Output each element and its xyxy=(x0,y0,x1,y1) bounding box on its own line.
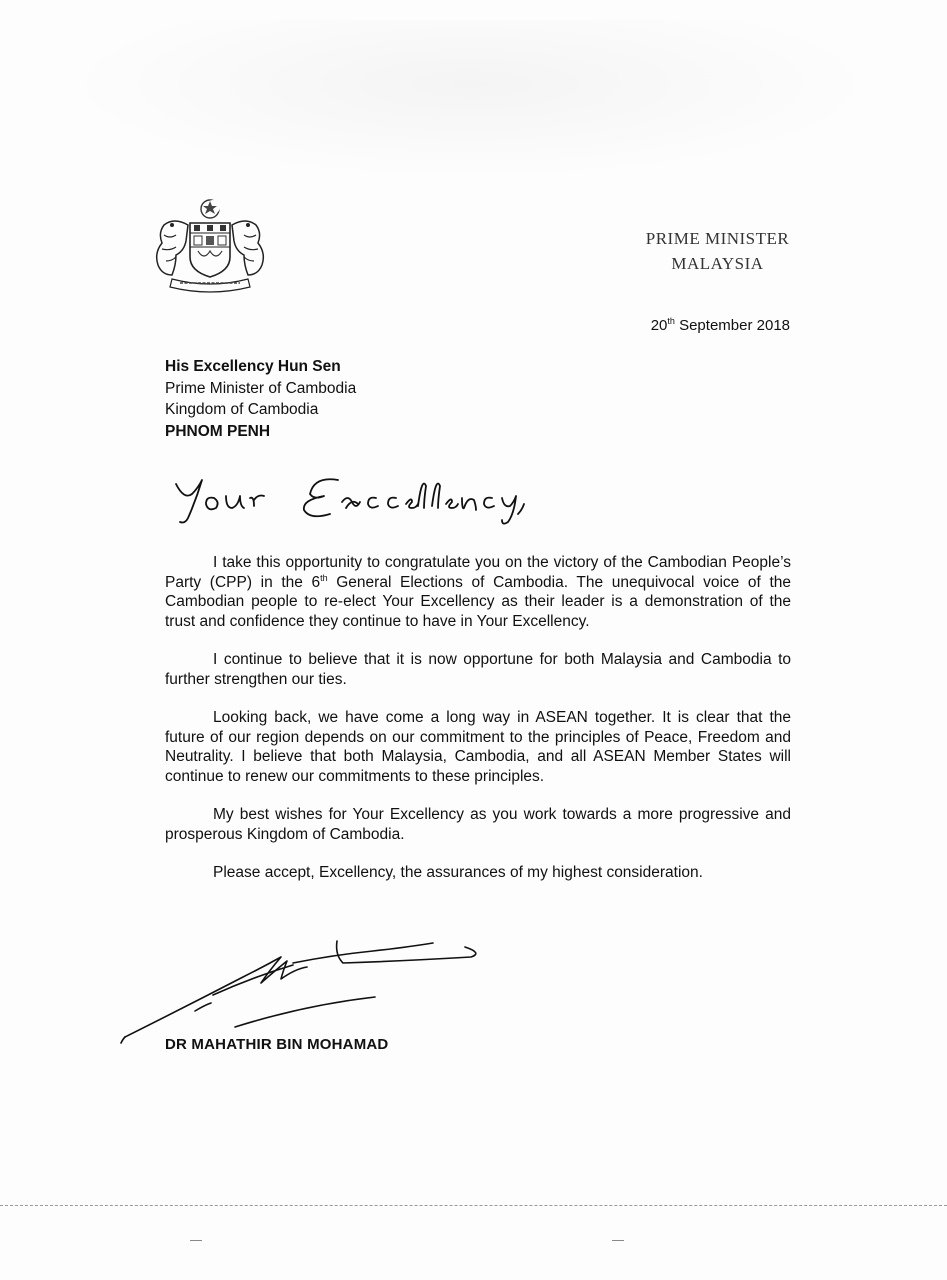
recipient-city: PHNOM PENH xyxy=(165,422,271,440)
body-paragraph-2: I continue to believe that it is now opportune for both Malaysia and Cambodia to further strengthen our ties. xyxy=(165,651,791,688)
recipient-title: Prime Minister of Cambodia xyxy=(165,379,357,397)
recipient-country: Kingdom of Cambodia xyxy=(165,401,319,418)
body-paragraph-5: Please accept, Excellency, the assurances of my highest consideration. xyxy=(213,864,703,881)
page-tick-left xyxy=(190,1240,202,1241)
body-p1-text-a: I take this opportunity to congratulate you on the victory of the Cambodian People’s Party (CPP) in the 6 xyxy=(165,554,791,591)
body-paragraph-4: My best wishes for Your Excellency as you work towards a more progressive and prosperous Kingdom of Cambodia. xyxy=(165,806,791,843)
body-p1-text-b: General Elections of Cambodia. The unequivocal voice of the Cambodian people to re-elect Your Excellency as their leader is a demonstration of the trust and confidence they continue to have in Your Excellency. xyxy=(165,573,791,630)
handwritten-salutation xyxy=(170,462,590,532)
date-day: 20 xyxy=(650,317,668,334)
body-paragraph-3: Looking back, we have come a long way in ASEAN together. It is clear that the future of our region depends on our commitment to the principles of Peace, Freedom and Neutrality. I believe that both Malaysia, Cambodia, and all ASEAN Member States will continue to renew our commitments to these principles. xyxy=(165,709,791,785)
signatory-name: DR MAHATHIR BIN MOHAMAD xyxy=(165,1036,389,1053)
date-rest: September 2018 xyxy=(674,317,790,334)
coat-of-arms-icon xyxy=(150,195,270,295)
recipient-name: His Excellency Hun Sen xyxy=(165,358,341,375)
letterhead-office xyxy=(600,226,835,276)
recipient-address xyxy=(165,356,356,442)
page-divider xyxy=(0,1205,947,1206)
scan-smudge xyxy=(60,20,880,180)
body-paragraph-1 xyxy=(165,553,791,631)
signature-image xyxy=(115,925,485,1050)
office-title: PRIME MINISTER xyxy=(645,229,790,248)
letter-date xyxy=(560,316,790,334)
date-suffix: th xyxy=(667,316,675,326)
body-p1-sup: th xyxy=(320,572,328,583)
page-tick-right xyxy=(612,1240,624,1241)
office-country: MALAYSIA xyxy=(671,254,764,273)
letter-body xyxy=(165,553,791,902)
